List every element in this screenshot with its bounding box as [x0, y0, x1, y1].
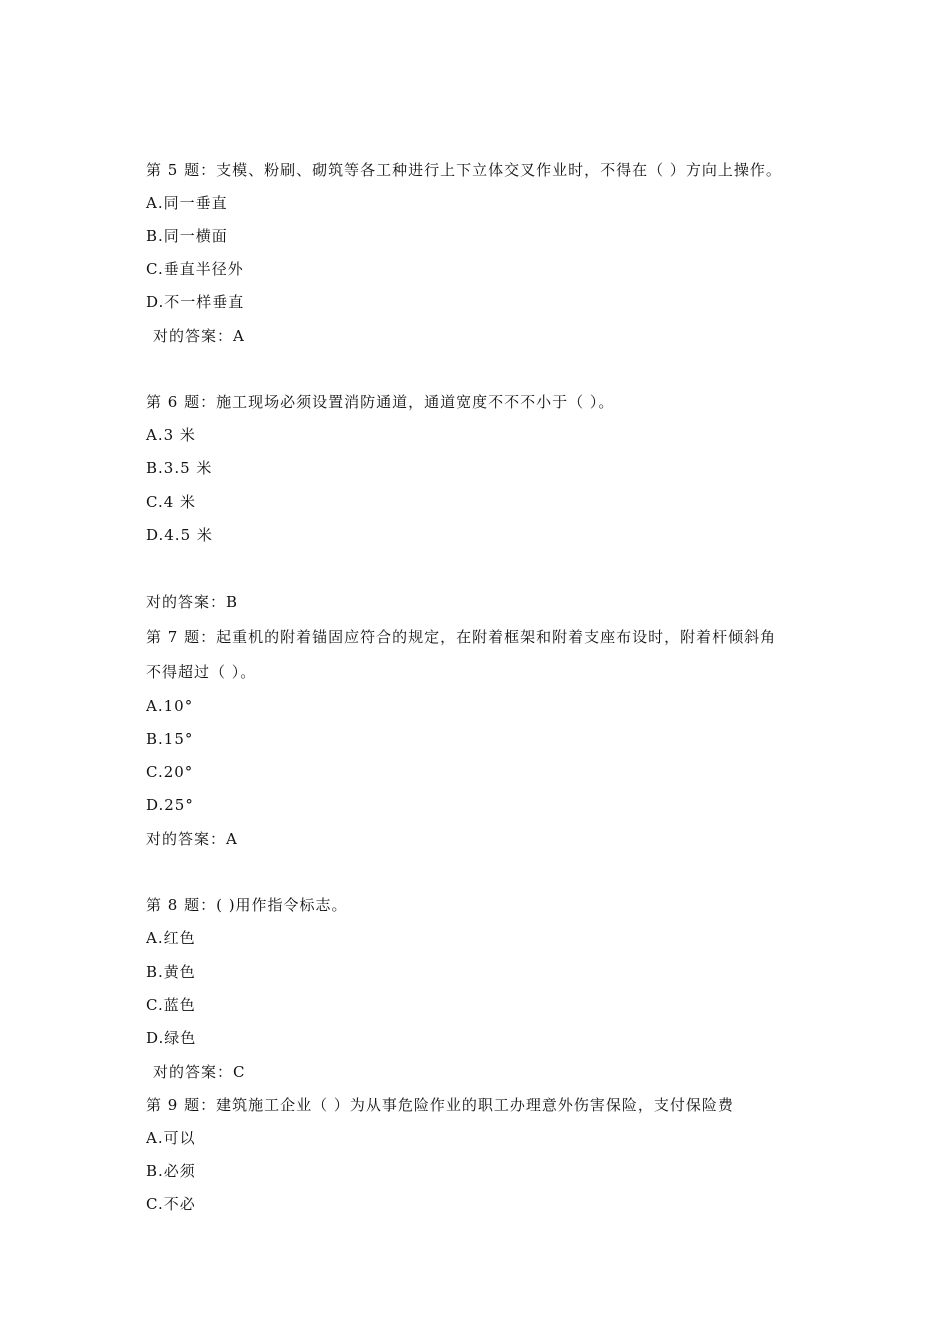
question-7-answer: 对的答案：A	[146, 830, 238, 848]
question-6-stem: 第 6 题：施工现场必须设置消防通道，通道宽度不不不小于（ ）。	[146, 393, 615, 411]
question-7-stem-line-1: 第 7 题：起重机的附着锚固应符合的规定，在附着框架和附着支座布设时，附着杆倾斜角	[146, 628, 777, 646]
question-8-option-d: D.绿色	[146, 1029, 197, 1047]
question-6-option-d: D.4.5 米	[146, 526, 213, 544]
question-5-option-c: C.垂直半径外	[146, 260, 244, 278]
question-5-answer: 对的答案：A	[153, 327, 245, 345]
question-8-option-a: A.红色	[146, 929, 196, 947]
question-6-option-c: C.4 米	[146, 493, 197, 511]
question-5-option-d: D.不一样垂直	[146, 293, 245, 311]
question-7-option-c: C.20°	[146, 763, 194, 781]
question-7-option-b: B.15°	[146, 730, 194, 748]
question-8-answer: 对的答案：C	[153, 1063, 246, 1081]
question-9-stem: 第 9 题：建筑施工企业（ ）为从事危险作业的职工办理意外伤害保险，支付保险费	[146, 1096, 734, 1114]
question-7-option-d: D.25°	[146, 796, 194, 814]
question-7-stem-line-2: 不得超过（ ）。	[146, 663, 257, 681]
question-5-option-b: B.同一横面	[146, 227, 228, 245]
question-6-option-a: A.3 米	[146, 426, 196, 444]
question-8-stem: 第 8 题：( )用作指令标志。	[146, 896, 348, 914]
question-9-option-a: A.可以	[146, 1129, 196, 1147]
question-6-option-b: B.3.5 米	[146, 459, 213, 477]
question-9-option-b: B.必须	[146, 1162, 196, 1180]
question-5-stem: 第 5 题：支模、粉刷、砌筑等各工种进行上下立体交叉作业时，不得在（ ）方向上操作。	[146, 161, 782, 179]
question-8-option-b: B.黄色	[146, 963, 196, 981]
question-6-answer: 对的答案：B	[146, 593, 239, 611]
question-7-option-a: A.10°	[146, 697, 194, 715]
question-9-option-c: C.不必	[146, 1195, 196, 1213]
question-8-option-c: C.蓝色	[146, 996, 196, 1014]
question-5-option-a: A.同一垂直	[146, 194, 228, 212]
